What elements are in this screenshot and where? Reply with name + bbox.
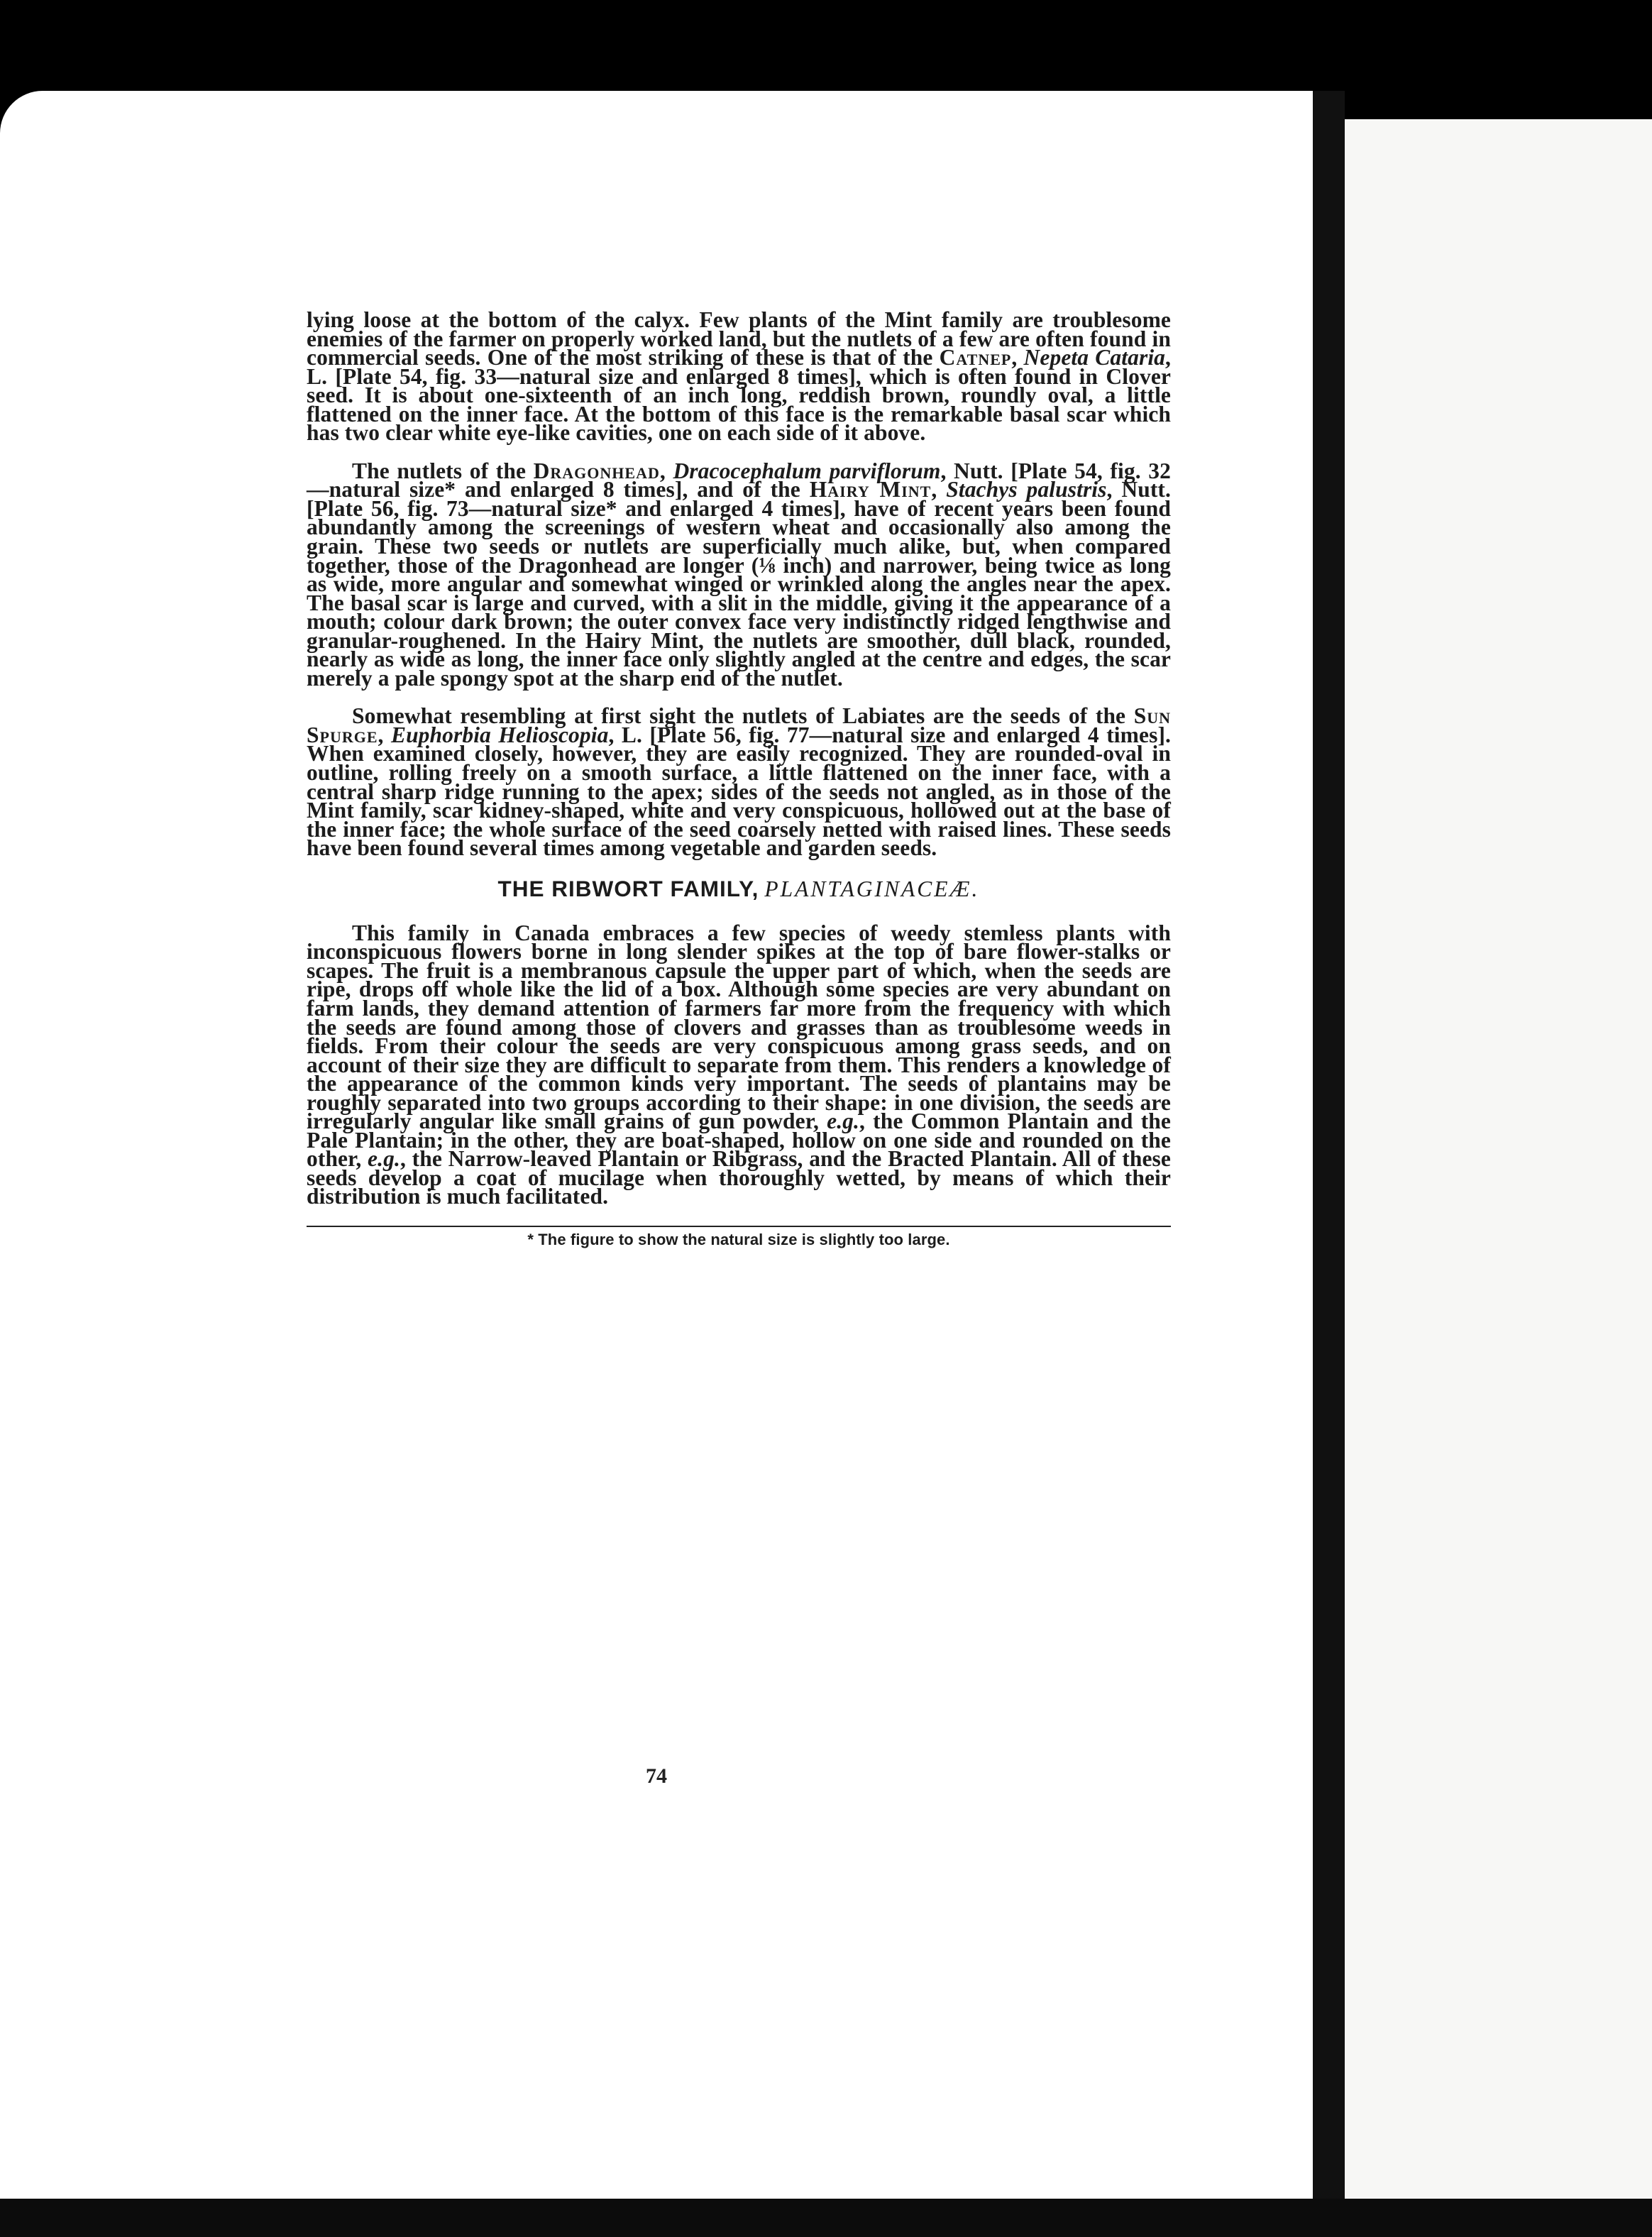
common-name-sun-spurge: Sun Spurge [307,703,1171,747]
text-run: , [378,722,391,747]
text-run: , the Narrow-leaved Plantain or Ribgrass, and the Bracted Plantain. All of these seeds develop a coat of mucilage when thoroughly wetted, by means of which their distribution is much facilitated. [307,1146,1171,1209]
footnote: * The figure to show the natural size is slightly too large. [527,1230,950,1248]
latin-name-dracocephalum: Dracocephalum parviflorum [673,458,941,483]
text-run: , [931,477,947,502]
paragraph-ribwort [307,920,1171,1209]
text-run: , Nutt. [Plate 54, fig. 32—natural size* and enlarged 8 times], and of the [307,458,1171,502]
text-run: , the Common Plantain and the Pale Plantain; in the other, they are boat-shaped, hollow on one side and rounded on the other, [307,1109,1171,1172]
paragraph-catnep [307,307,1172,446]
abbrev-eg: e.g. [368,1146,400,1172]
text-run: This family in Canada embraces a few species of weedy stemless plants with inconspicuous flowers borne in long slender spikes at the top of bare flower-stalks or scapes. The fruit is a membranous capsule the upper part of which, when the seeds are ripe, drops off whole like the lid of a box. Although some species are very abundant on farm lands, they demand attention of farmers far more from the frequency with which the seeds are found among those of clovers and grasses than as troublesome weeds in fields. From their colour the seeds are very conspicuous among grass seeds, and on account of their size they are difficult to separate from them. This renders a knowledge of the appearance of the common kinds very important. The seeds of plantains may be roughly separated into two groups according to their shape: in one division, the seeds are irregularly angular like small grains of gun powder, [307,920,1171,1134]
common-name-dragonhead: Dragonhead [533,458,660,483]
latin-name-euphorbia: Euphorbia Helioscopia [390,722,609,747]
scan-border [0,2199,1652,2237]
text-run: , L. [Plate 56, fig. 77—natural size and enlarged 4 times]. When examined closely, however, they are easily recognized. They are rounded-oval in outline, rolling freely on a smooth surface, a little flattened on the inner face, with a central sharp ridge running to the apex; sides of the seeds not angled, as in those of the Mint family, scar kidney-shaped, white and very conspicuous, hollowed out at the base of the inner face; the whole surface of the seed coarsely netted with raised lines. These seeds have been found several times among vegetable and garden seeds. [307,722,1172,861]
text-run: , Nutt. [Plate 56, fig. 73—natural size* and enlarged 4 times], have of recent years been found abundantly among the screenings of western wheat and occasionally also among the grain. These two seeds or nutlets are superficially much alike, but, when compared together, those of the Dragonhead are longer (⅛ inch) and narrower, being twice as long as wide, more angular and somewhat winged or wrinkled along the angles near the apex. The basal scar is large and curved, with a slit in the middle, giving it the appearance of a mouth; colour dark brown; the outer convex face very indistinctly ridged lengthwise and granular-roughened. In the Hairy Mint, the nutlets are smoother, dull black, rounded, nearly as wide as long, the inner face only slightly angled at the centre and edges, the scar merely a pale spongy spot at the sharp end of the nutlet. [307,477,1171,691]
text-run: The nutlets of the [352,458,534,483]
latin-name-nepeta: Nepeta Cataria [1023,345,1166,370]
book-gutter [1313,91,1345,2206]
paragraph-dragonhead [307,458,1171,691]
section-heading-latin: PLANTAGINACEÆ. [764,876,980,901]
page-body [307,307,1172,1269]
common-name-hairy-mint: Hairy Mint [809,477,932,502]
section-heading [307,875,1171,901]
text-run: lying loose at the bottom of the calyx. Few plants of the Mint family are troublesome enemies of the farmer on properly worked land, but the nutlets of a few are often found in commercial seeds. One of the most striking of these is that of the [307,307,1171,370]
text-run: Somewhat resembling at first sight the nutlets of Labiates are the seeds of the [352,703,1134,729]
facing-page-edge [1345,119,1652,2199]
footnote-rule [307,1226,1171,1227]
section-heading-main: THE RIBWORT FAMILY, [497,875,759,901]
common-name-catnep: Catnep [939,345,1012,370]
text-run: , L. [Plate 54, fig. 33—natural size and enlarged 8 times], which is often found in Clover seed. It is about one-sixteenth of an inch long, reddish brown, roundly oval, a little flattened on the inner face. At the bottom of this face is the remarkable basal scar which has two clear white eye-like cavities, one on each side of it above. [307,345,1172,446]
paragraph-sun-spurge [307,703,1172,861]
page-number: 74 [646,1764,667,1788]
abbrev-eg: e.g. [827,1109,859,1134]
text-run: , [1011,345,1024,370]
text-run: , [659,458,673,483]
latin-name-stachys: Stachys palustris [946,477,1107,502]
